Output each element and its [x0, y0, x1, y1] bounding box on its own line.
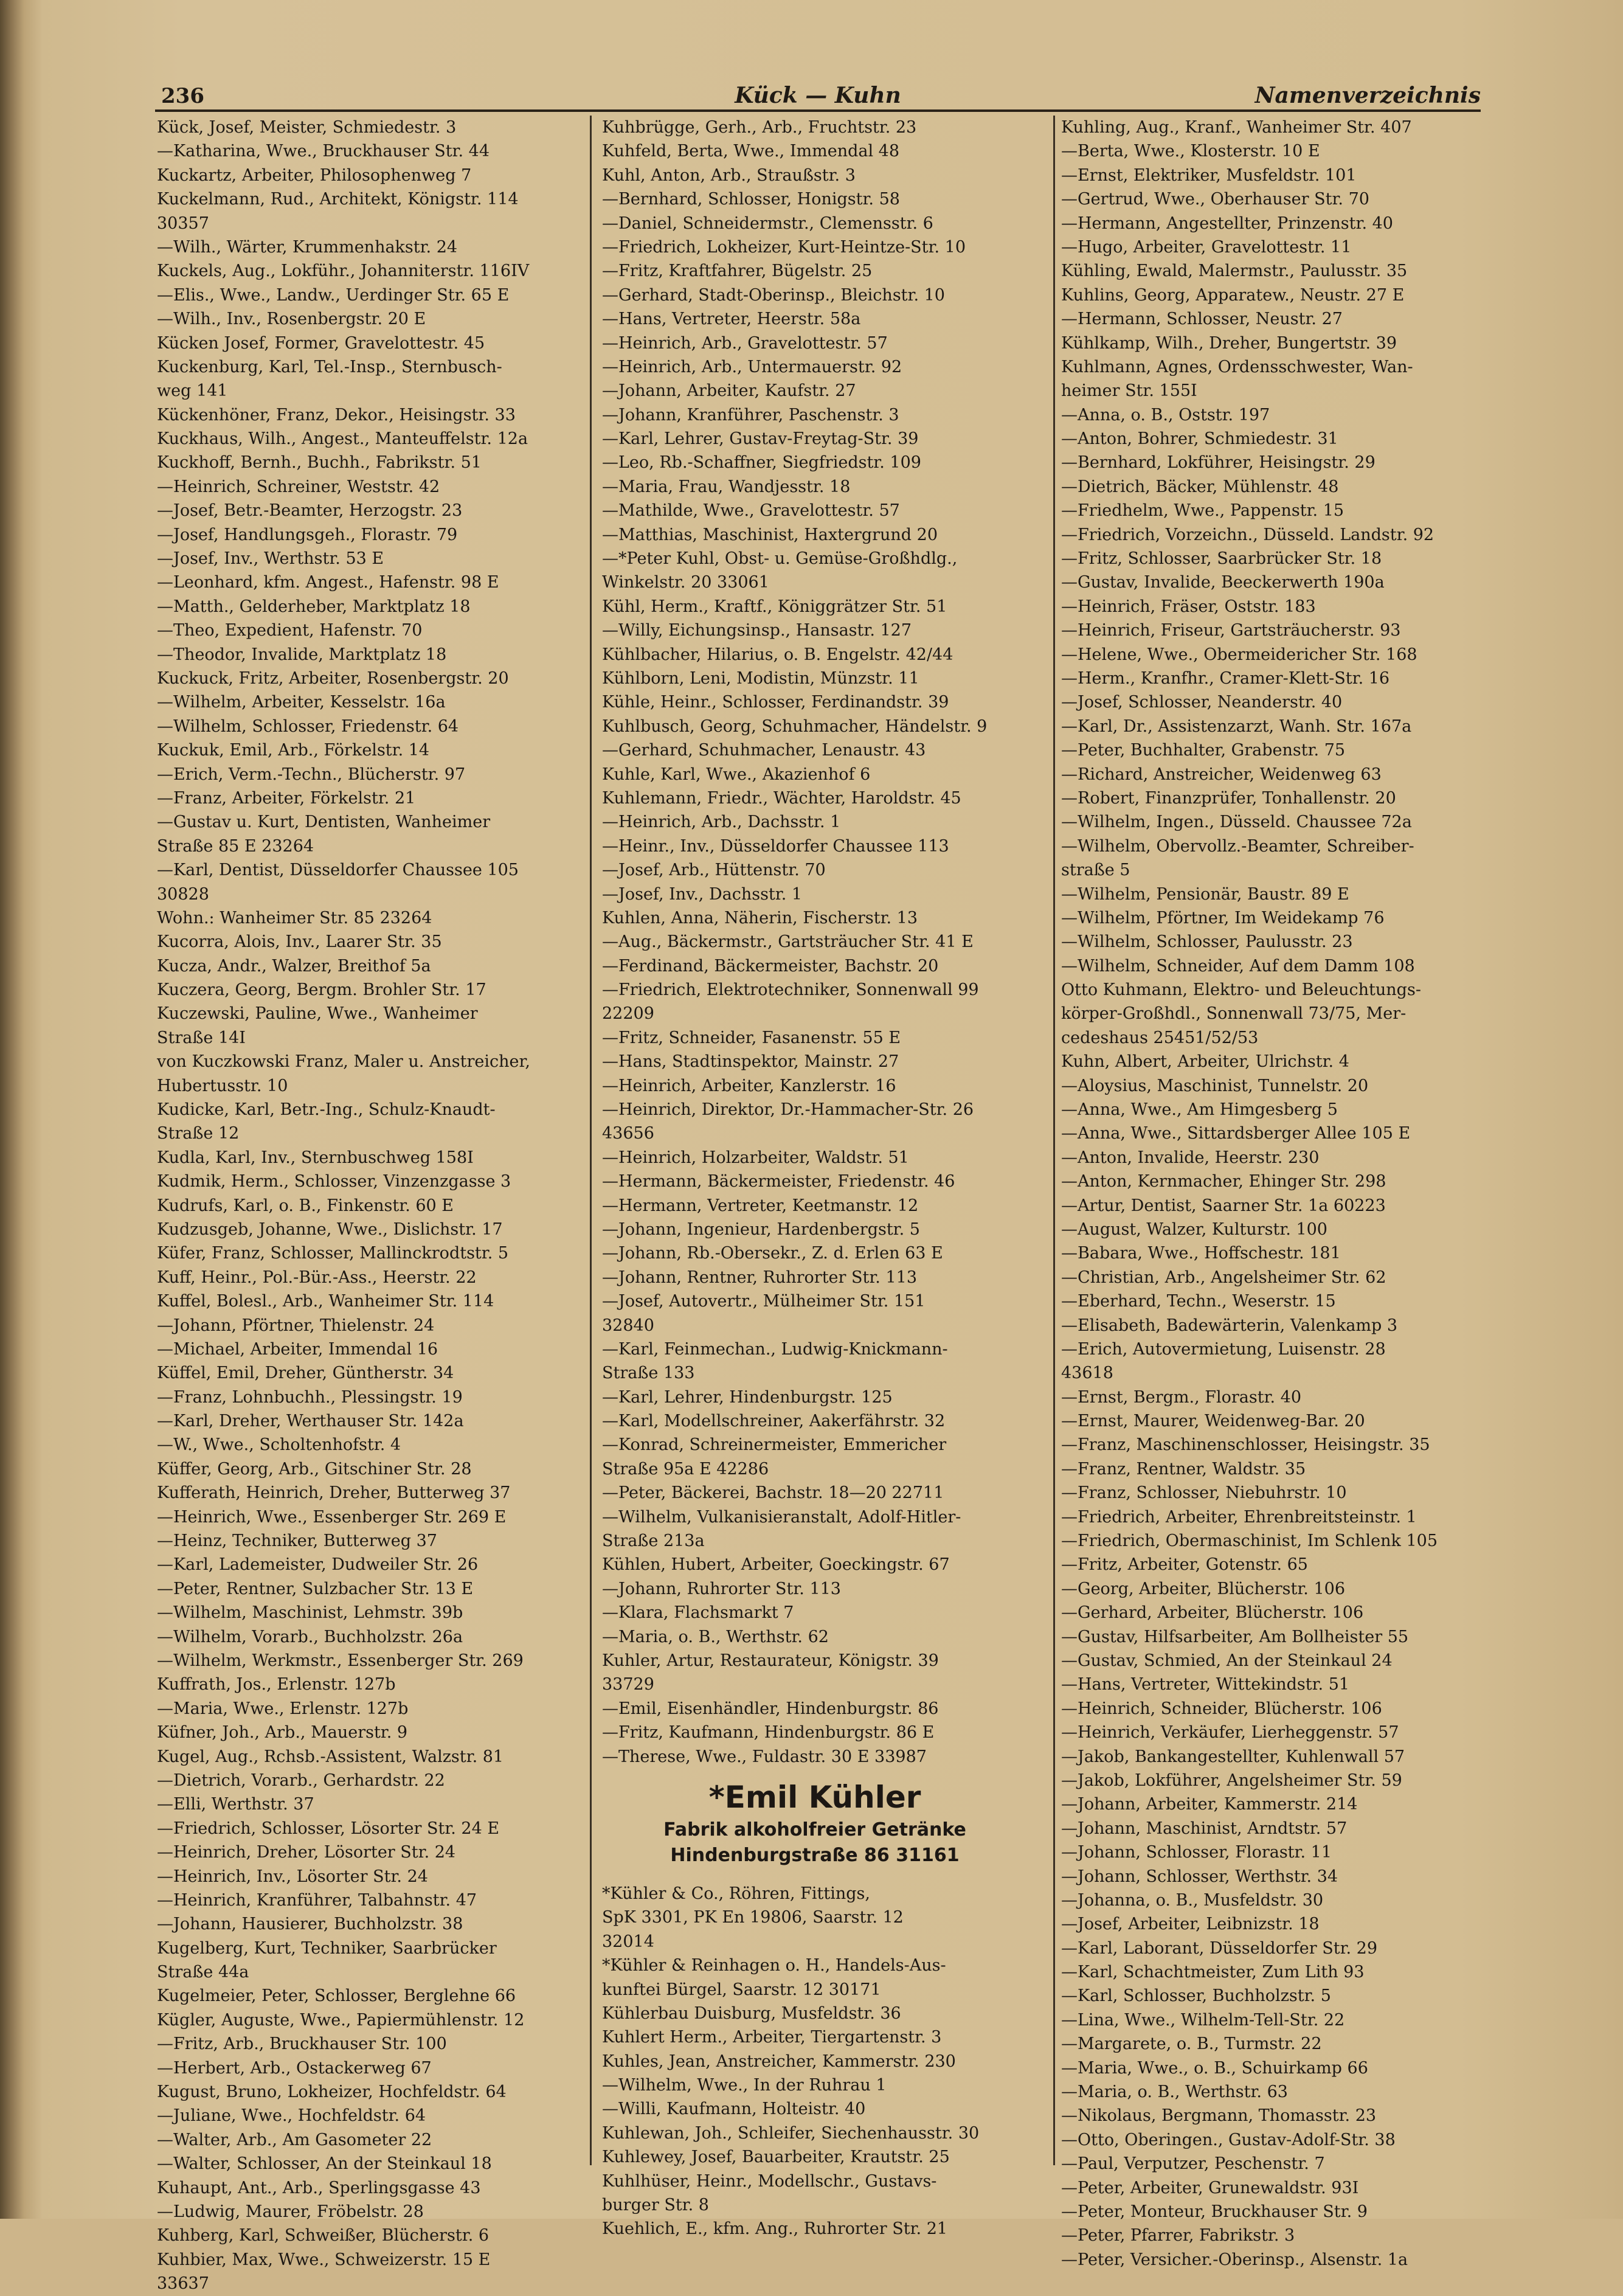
- directory-entry: —Karl, Lademeister, Dudweiler Str. 26: [157, 1555, 479, 1575]
- directory-entry: Kudrufs, Karl, o. B., Finkenstr. 60 E: [157, 1196, 454, 1215]
- directory-entry: —Wilhelm, Schlosser, Friedenstr. 64: [157, 716, 459, 736]
- directory-entry: —Johann, Rentner, Ruhrorter Str. 113: [602, 1268, 918, 1287]
- directory-entry: —Christian, Arb., Angelsheimer Str. 62: [1061, 1268, 1386, 1287]
- directory-entry: Straße 133: [602, 1364, 695, 1383]
- directory-entry: —Babara, Wwe., Hoffschestr. 181: [1061, 1244, 1341, 1263]
- directory-entry: —Lina, Wwe., Wilhelm-Tell-Str. 22: [1061, 2010, 1345, 2030]
- directory-entry: —Willi, Kaufmann, Holteistr. 40: [602, 2100, 866, 2119]
- directory-entry: Kuffrath, Jos., Erlenstr. 127b: [157, 1675, 396, 1694]
- directory-entry: —Friedhelm, Wwe., Pappenstr. 15: [1061, 501, 1344, 521]
- directory-entry: —Wilhelm, Schlosser, Paulusstr. 23: [1061, 932, 1353, 952]
- directory-entry: —Karl, Lehrer, Hindenburgstr. 125: [602, 1387, 893, 1407]
- directory-entry: —Josef, Inv., Dachsstr. 1: [602, 884, 803, 904]
- directory-entry: —Franz, Lohnbuchh., Plessingstr. 19: [157, 1387, 463, 1407]
- directory-entry: —Wilhelm, Maschinist, Lehmstr. 39b: [157, 1603, 463, 1623]
- directory-entry: —Richard, Anstreicher, Weidenweg 63: [1061, 765, 1382, 784]
- directory-entry: —Klara, Flachsmarkt 7: [602, 1603, 794, 1623]
- directory-entry: —Johann, Arbeiter, Kammerstr. 214: [1061, 1795, 1358, 1814]
- directory-entry: —Johann, Ingenieur, Hardenbergstr. 5: [602, 1219, 920, 1239]
- directory-entry: —Josef, Arbeiter, Leibnizstr. 18: [1061, 1915, 1320, 1934]
- directory-entry: —Johanna, o. B., Musfeldstr. 30: [1061, 1890, 1324, 1910]
- directory-entry: Straße 12: [157, 1124, 240, 1143]
- directory-entry: —Wilhelm, Vulkanisieranstalt, Adolf-Hitler-: [602, 1507, 961, 1527]
- directory-entry: Kudmik, Herm., Schlosser, Vinzenzgasse 3: [157, 1172, 511, 1191]
- directory-entry: —Fritz, Schneider, Fasanenstr. 55 E: [602, 1028, 901, 1047]
- directory-entry: —Franz, Arbeiter, Förkelstr. 21: [157, 788, 416, 808]
- directory-entry: heimer Str. 155I: [1061, 381, 1197, 401]
- directory-entry: —Dietrich, Vorarb., Gerhardstr. 22: [157, 1771, 445, 1790]
- directory-entry: burger Str. 8: [602, 2196, 709, 2215]
- directory-entry: Straße 213a: [602, 1531, 705, 1551]
- directory-entry: 22209: [602, 1004, 654, 1024]
- directory-entry: —Johann, Pförtner, Thielenstr. 24: [157, 1316, 435, 1335]
- directory-entry: —Gustav, Hilfsarbeiter, Am Bollheister 55: [1061, 1627, 1409, 1646]
- directory-entry: *Kühler & Co., Röhren, Fittings,: [602, 1884, 870, 1903]
- directory-entry: —Herbert, Arb., Ostackerweg 67: [157, 2058, 432, 2078]
- directory-entry: Kuckuck, Fritz, Arbeiter, Rosenbergstr. 20: [157, 668, 509, 688]
- directory-entry: —Dietrich, Bäcker, Mühlenstr. 48: [1061, 477, 1339, 496]
- directory-entry: —Maria, Frau, Wandjesstr. 18: [602, 477, 851, 496]
- directory-entry: —Juliane, Wwe., Hochfeldstr. 64: [157, 2106, 426, 2126]
- directory-entry: —Friedrich, Lokheizer, Kurt-Heintze-Str. 10: [602, 237, 966, 257]
- directory-entry: Straße 44a: [157, 1963, 249, 1982]
- directory-entry: —Johann, Kranführer, Paschenstr. 3: [602, 405, 899, 425]
- directory-entry: —Gerhard, Schuhmacher, Lenaustr. 43: [602, 741, 926, 760]
- directory-entry: —Ernst, Bergm., Florastr. 40: [1061, 1387, 1302, 1407]
- page-number: 236: [161, 84, 204, 108]
- directory-entry: Kühlerbau Duisburg, Musfeldstr. 36: [602, 2003, 901, 2023]
- directory-entry: —Johann, Schlosser, Florastr. 11: [1061, 1843, 1332, 1862]
- directory-entry: kunftei Bürgel, Saarstr. 12 30171: [602, 1980, 881, 1999]
- directory-entry: —Anton, Invalide, Heerstr. 230: [1061, 1148, 1320, 1167]
- directory-entry: Kuhlmann, Agnes, Ordensschwester, Wan-: [1061, 357, 1413, 376]
- directory-entry: Kühlkamp, Wilh., Dreher, Bungertstr. 39: [1061, 333, 1397, 353]
- directory-entry: —Karl, Lehrer, Gustav-Freytag-Str. 39: [602, 429, 919, 449]
- directory-entry: 32014: [602, 1932, 654, 1951]
- directory-entry: —Emil, Eisenhändler, Hindenburgstr. 86: [602, 1699, 939, 1718]
- directory-entry: körper-Großhdl., Sonnenwall 73/75, Mer-: [1061, 1004, 1407, 1024]
- directory-entry: Kuhlbusch, Georg, Schuhmacher, Händelstr. 9: [602, 716, 988, 736]
- directory-entry: Kuhfeld, Berta, Wwe., Immendal 48: [602, 142, 900, 161]
- directory-entry: —Hermann, Schlosser, Neustr. 27: [1061, 310, 1343, 329]
- directory-entry: —Fritz, Schlosser, Saarbrücker Str. 18: [1061, 549, 1382, 569]
- directory-entry: Otto Kuhmann, Elektro- und Beleuchtungs-: [1061, 980, 1421, 1000]
- directory-entry: Kügler, Auguste, Wwe., Papiermühlenstr. 12: [157, 2010, 525, 2030]
- directory-entry: —Hans, Vertreter, Wittekindstr. 51: [1061, 1675, 1350, 1694]
- directory-entry: —Heinrich, Friseur, Gartsträucherstr. 93: [1061, 621, 1401, 640]
- directory-entry: —Fritz, Arbeiter, Gotenstr. 65: [1061, 1555, 1308, 1575]
- directory-entry: —Heinrich, Holzarbeiter, Waldstr. 51: [602, 1148, 909, 1167]
- directory-entry: Kuckhaus, Wilh., Angest., Manteuffelstr. 12a: [157, 429, 528, 449]
- directory-entry: Kuckuk, Emil, Arb., Förkelstr. 14: [157, 741, 430, 760]
- directory-entry: Kuhle, Karl, Wwe., Akazienhof 6: [602, 765, 871, 784]
- directory-column-2: [602, 116, 1028, 2239]
- directory-entry: —Johann, Ruhrorter Str. 113: [602, 1579, 841, 1598]
- directory-entry: —Heinrich, Arb., Untermauerstr. 92: [602, 357, 902, 376]
- directory-entry: —Johann, Schlosser, Werthstr. 34: [1061, 1867, 1338, 1886]
- directory-entry: —Fritz, Kraftfahrer, Bügelstr. 25: [602, 262, 873, 281]
- directory-entry: —Ernst, Maurer, Weidenweg-Bar. 20: [1061, 1412, 1365, 1431]
- directory-entry: —Friedrich, Obermaschinist, Im Schlenk 105: [1061, 1531, 1438, 1551]
- directory-entry: Kuhlen, Anna, Näherin, Fischerstr. 13: [602, 908, 918, 928]
- directory-entry: Kucorra, Alois, Inv., Laarer Str. 35: [157, 932, 442, 952]
- directory-entry: —Peter, Versicher.-Oberinsp., Alsenstr. 1a: [1061, 2250, 1408, 2269]
- directory-entry: Kuhlert Herm., Arbeiter, Tiergartenstr. 3: [602, 2028, 942, 2047]
- directory-entry: Winkelstr. 20 33061: [602, 573, 769, 592]
- directory-entry: —Artur, Dentist, Saarner Str. 1a 60223: [1061, 1196, 1386, 1215]
- directory-entry: —Wilhelm, Pförtner, Im Weidekamp 76: [1061, 908, 1385, 928]
- directory-entry: —Wilh., Inv., Rosenbergstr. 20 E: [157, 310, 426, 329]
- directory-entry: von Kuczkowski Franz, Maler u. Anstreicher,: [157, 1052, 530, 1072]
- directory-entry: —Heinrich, Kranführer, Talbahnstr. 47: [157, 1890, 477, 1910]
- directory-entry: —Maria, o. B., Werthstr. 62: [602, 1627, 829, 1646]
- directory-entry: cedeshaus 25451/52/53: [1061, 1028, 1259, 1047]
- directory-entry: —Wilhelm, Schneider, Auf dem Damm 108: [1061, 956, 1415, 976]
- directory-entry: —Franz, Rentner, Waldstr. 35: [1061, 1459, 1306, 1479]
- directory-entry: Kudicke, Karl, Betr.-Ing., Schulz-Knaudt-: [157, 1100, 496, 1120]
- directory-entry: —Berta, Wwe., Klosterstr. 10 E: [1061, 142, 1320, 161]
- directory-entry: —Hermann, Angestellter, Prinzenstr. 40: [1061, 213, 1393, 233]
- directory-entry: —Erich, Verm.-Techn., Blücherstr. 97: [157, 765, 466, 784]
- directory-entry: Kuhbier, Max, Wwe., Schweizerstr. 15 E: [157, 2250, 491, 2269]
- directory-entry: Kuckenburg, Karl, Tel.-Insp., Sternbusch-: [157, 357, 502, 376]
- directory-entry: Kugelberg, Kurt, Techniker, Saarbrücker: [157, 1938, 497, 1958]
- directory-entry: —Daniel, Schneidermstr., Clemensstr. 6: [602, 213, 933, 233]
- directory-entry: Kuhlemann, Friedr., Wächter, Haroldstr. 45: [602, 788, 961, 808]
- directory-entry: —Erich, Autovermietung, Luisenstr. 28: [1061, 1339, 1386, 1359]
- directory-entry: Wohn.: Wanheimer Str. 85 23264: [157, 908, 432, 928]
- directory-entry: Kufferath, Heinrich, Dreher, Butterweg 37: [157, 1483, 511, 1503]
- directory-entry: Kuffel, Bolesl., Arb., Wanheimer Str. 114: [157, 1292, 494, 1311]
- directory-entry: Kugust, Bruno, Lokheizer, Hochfeldstr. 64: [157, 2083, 507, 2102]
- ad-line-1: Fabrik alkoholfreier Getränke: [663, 1819, 966, 1840]
- directory-entry: Kuhbrügge, Gerh., Arb., Fruchtstr. 23: [602, 118, 917, 137]
- advertisement-emil-kuehler: [602, 1777, 1028, 1868]
- directory-entry: Kuhberg, Karl, Schweißer, Blücherstr. 6: [157, 2226, 490, 2246]
- directory-entry: —Anna, Wwe., Am Himgesberg 5: [1061, 1100, 1338, 1120]
- directory-entry: —Anton, Kernmacher, Ehinger Str. 298: [1061, 1172, 1386, 1191]
- directory-entry: Kühlen, Hubert, Arbeiter, Goeckingstr. 67: [602, 1555, 950, 1575]
- directory-entry: —Walter, Arb., Am Gasometer 22: [157, 2130, 432, 2149]
- directory-entry: Kuhlewan, Joh., Schleifer, Siechenhausstr. 30: [602, 2123, 980, 2143]
- directory-entry: Kühle, Heinr., Schlosser, Ferdinandstr. 39: [602, 693, 949, 712]
- directory-entry: —Gertrud, Wwe., Oberhauser Str. 70: [1061, 190, 1369, 209]
- directory-entry: Küfer, Franz, Schlosser, Mallinckrodtstr. 5: [157, 1244, 509, 1263]
- directory-entry: —Gerhard, Arbeiter, Blücherstr. 106: [1061, 1603, 1364, 1623]
- directory-entry: —Heinrich, Fräser, Oststr. 183: [1061, 597, 1316, 616]
- directory-entry: —Helene, Wwe., Obermeidericher Str. 168: [1061, 645, 1417, 664]
- directory-entry: —Therese, Wwe., Fuldastr. 30 E 33987: [602, 1747, 927, 1766]
- directory-entry: —Elisabeth, Badewärterin, Valenkamp 3: [1061, 1316, 1398, 1335]
- directory-entry: —Hermann, Vertreter, Keetmanstr. 12: [602, 1196, 919, 1215]
- directory-entry: —Elis., Wwe., Landw., Uerdinger Str. 65 E: [157, 285, 510, 305]
- directory-entry: —Karl, Feinmechan., Ludwig-Knickmann-: [602, 1339, 948, 1359]
- directory-entry: —Wilhelm, Wwe., In der Ruhrau 1: [602, 2076, 887, 2095]
- directory-entry: SpK 3301, PK En 19806, Saarstr. 12: [602, 1908, 904, 1927]
- directory-entry: —Maria, Wwe., Erlenstr. 127b: [157, 1699, 409, 1718]
- directory-entry: —Wilhelm, Ingen., Düsseld. Chaussee 72a: [1061, 813, 1412, 832]
- directory-entry: —Heinrich, Dreher, Lösorter Str. 24: [157, 1843, 456, 1862]
- directory-entry: —Karl, Modellschreiner, Aakerfährstr. 32: [602, 1412, 946, 1431]
- directory-entry: Kück, Josef, Meister, Schmiedestr. 3: [157, 118, 457, 137]
- directory-entry: —Gustav, Invalide, Beeckerwerth 190a: [1061, 573, 1385, 592]
- directory-entry: —Karl, Laborant, Düsseldorfer Str. 29: [1061, 1938, 1378, 1958]
- directory-entry: —Michael, Arbeiter, Immendal 16: [157, 1339, 438, 1359]
- directory-entry: —Karl, Dreher, Werthauser Str. 142a: [157, 1412, 464, 1431]
- directory-entry: —Peter, Arbeiter, Grunewaldstr. 93I: [1061, 2178, 1359, 2197]
- directory-entry: —Peter, Buchhalter, Grabenstr. 75: [1061, 741, 1346, 760]
- directory-entry: —Wilhelm, Vorarb., Buchholzstr. 26a: [157, 1627, 463, 1646]
- directory-entry: 30828: [157, 884, 209, 904]
- directory-entry: *Kühler & Reinhagen o. H., Handels-Aus-: [602, 1956, 946, 1975]
- directory-entry: Kuhaupt, Ant., Arb., Sperlingsgasse 43: [157, 2178, 481, 2197]
- directory-entry: —Josef, Autovertr., Mülheimer Str. 151: [602, 1292, 926, 1311]
- directory-entry: —Eberhard, Techn., Weserstr. 15: [1061, 1292, 1336, 1311]
- column-divider: [590, 116, 592, 2165]
- directory-entry: —Heinrich, Arb., Gravelottestr. 57: [602, 333, 888, 353]
- directory-entry: —Heinrich, Schreiner, Weststr. 42: [157, 477, 440, 496]
- directory-entry: Kucza, Andr., Walzer, Breithof 5a: [157, 956, 431, 976]
- directory-entry: —Heinrich, Inv., Lösorter Str. 24: [157, 1867, 428, 1886]
- directory-entry: —Walter, Schlosser, An der Steinkaul 18: [157, 2154, 492, 2174]
- directory-entry: —Paul, Verputzer, Peschenstr. 7: [1061, 2154, 1325, 2174]
- directory-entry: —Fritz, Arb., Bruckhauser Str. 100: [157, 2034, 447, 2054]
- ad-line-2: Hindenburgstraße 86 31161: [670, 1844, 960, 1866]
- directory-entry: Kühl, Herm., Kraftf., Königgrätzer Str. 51: [602, 597, 947, 616]
- directory-entry: —Wilhelm, Obervollz.-Beamter, Schreiber-: [1061, 836, 1414, 856]
- directory-entry: —Nikolaus, Bergmann, Thomasstr. 23: [1061, 2106, 1377, 2126]
- directory-entry: —Heinrich, Direktor, Dr.-Hammacher-Str. 26: [602, 1100, 974, 1120]
- directory-entry: —Matthias, Maschinist, Haxtergrund 20: [602, 525, 938, 544]
- directory-entry: —Hans, Stadtinspektor, Mainstr. 27: [602, 1052, 899, 1072]
- directory-entry: Kuhler, Artur, Restaurateur, Königstr. 39: [602, 1651, 939, 1670]
- directory-entry: 32840: [602, 1316, 654, 1335]
- directory-entry: Küfner, Joh., Arb., Mauerstr. 9: [157, 1723, 408, 1743]
- directory-entry: Kuehlich, E., kfm. Ang., Ruhrorter Str. 21: [602, 2219, 948, 2239]
- directory-entry: —Anna, Wwe., Sittardsberger Allee 105 E: [1061, 1124, 1411, 1143]
- directory-entry: —Hans, Vertreter, Heerstr. 58a: [602, 310, 861, 329]
- directory-entry: Kühlbacher, Hilarius, o. B. Engelstr. 42/44: [602, 645, 953, 664]
- directory-entry: —Peter, Pfarrer, Fabrikstr. 3: [1061, 2226, 1295, 2246]
- directory-entry: —Josef, Betr.-Beamter, Herzogstr. 23: [157, 501, 463, 521]
- directory-entry: —Johann, Hausierer, Buchholzstr. 38: [157, 1915, 463, 1934]
- directory-entry: —Anna, o. B., Oststr. 197: [1061, 405, 1270, 425]
- directory-entry: —Katharina, Wwe., Bruckhauser Str. 44: [157, 142, 490, 161]
- directory-entry: —Aloysius, Maschinist, Tunnelstr. 20: [1061, 1076, 1369, 1095]
- directory-entry: —Hermann, Bäckermeister, Friedenstr. 46: [602, 1172, 955, 1191]
- directory-entry: Straße 85 E 23264: [157, 836, 314, 856]
- directory-entry: Küffel, Emil, Dreher, Güntherstr. 34: [157, 1364, 454, 1383]
- page-header: [155, 80, 1481, 112]
- directory-entry: Kudzusgeb, Johanne, Wwe., Dislichstr. 17: [157, 1219, 503, 1239]
- directory-entry: —Franz, Maschinenschlosser, Heisingstr. 35: [1061, 1435, 1430, 1455]
- directory-entry: —Friedrich, Vorzeichn., Düsseld. Landstr. 92: [1061, 525, 1434, 544]
- directory-entry: —Willy, Eichungsinsp., Hansastr. 127: [602, 621, 912, 640]
- directory-entry: —Gustav u. Kurt, Dentisten, Wanheimer: [157, 813, 491, 832]
- directory-entry: Straße 14I: [157, 1028, 246, 1047]
- directory-entry: —Friedrich, Arbeiter, Ehrenbreitsteinstr. 1: [1061, 1507, 1417, 1527]
- directory-column-1: [157, 116, 583, 2294]
- directory-entry: Küffer, Georg, Arb., Gitschiner Str. 28: [157, 1459, 472, 1479]
- directory-entry: —Bernhard, Lokführer, Heisingstr. 29: [1061, 453, 1376, 473]
- directory-entry: —Josef, Inv., Werthstr. 53 E: [157, 549, 384, 569]
- directory-entry: —Ferdinand, Bäckermeister, Bachstr. 20: [602, 956, 939, 976]
- directory-entry: straße 5: [1061, 861, 1130, 880]
- directory-entry: —Johann, Rb.-Obersekr., Z. d. Erlen 63 E: [602, 1244, 943, 1263]
- directory-entry: Kuhn, Albert, Arbeiter, Ulrichstr. 4: [1061, 1052, 1349, 1072]
- directory-entry: Kuhles, Jean, Anstreicher, Kammerstr. 230: [602, 2051, 956, 2071]
- page-title: Kück — Kuhn: [735, 83, 901, 108]
- directory-entry: —Aug., Bäckermstr., Gartsträucher Str. 41 E: [602, 932, 974, 952]
- directory-entry: —Otto, Oberingen., Gustav-Adolf-Str. 38: [1061, 2130, 1396, 2149]
- directory-entry: —Theodor, Invalide, Marktplatz 18: [157, 645, 447, 664]
- directory-entry: 43618: [1061, 1364, 1113, 1383]
- directory-entry: —August, Walzer, Kulturstr. 100: [1061, 1219, 1327, 1239]
- directory-entry: 33637: [157, 2274, 209, 2294]
- directory-entry: —Johann, Maschinist, Arndtstr. 57: [1061, 1819, 1348, 1838]
- directory-entry: —Karl, Schlosser, Buchholzstr. 5: [1061, 1986, 1331, 2006]
- section-title: Namenverzeichnis: [1254, 83, 1481, 108]
- directory-entry: Kuczewski, Pauline, Wwe., Wanheimer: [157, 1004, 478, 1024]
- directory-entry: —Ludwig, Maurer, Fröbelstr. 28: [157, 2202, 424, 2221]
- directory-entry: —Wilhelm, Pensionär, Baustr. 89 E: [1061, 884, 1349, 904]
- directory-entry: —Matth., Gelderheber, Marktplatz 18: [157, 597, 471, 616]
- directory-entry: —Konrad, Schreinermeister, Emmericher: [602, 1435, 947, 1455]
- directory-entry: —Karl, Schachtmeister, Zum Lith 93: [1061, 1963, 1365, 1982]
- directory-entry: —Friedrich, Elektrotechniker, Sonnenwall 99: [602, 980, 979, 1000]
- directory-entry: —Maria, Wwe., o. B., Schuirkamp 66: [1061, 2058, 1368, 2078]
- directory-entry: Kuckelmann, Rud., Architekt, Königstr. 114: [157, 190, 519, 209]
- directory-entry: —Gerhard, Stadt-Oberinsp., Bleichstr. 10: [602, 285, 945, 305]
- directory-entry: Straße 95a E 42286: [602, 1459, 769, 1479]
- directory-entry: —Mathilde, Wwe., Gravelottestr. 57: [602, 501, 900, 521]
- directory-entry: 30357: [157, 213, 209, 233]
- directory-entry: —Heinrich, Arb., Dachsstr. 1: [602, 813, 841, 832]
- directory-entry: —Jakob, Bankangestellter, Kuhlenwall 57: [1061, 1747, 1405, 1766]
- directory-entry: —Margarete, o. B., Turmstr. 22: [1061, 2034, 1322, 2054]
- directory-entry: —Peter, Monteur, Bruckhauser Str. 9: [1061, 2202, 1368, 2221]
- directory-entry: —*Peter Kuhl, Obst- u. Gemüse-Großhdlg.,: [602, 549, 958, 569]
- directory-entry: —Peter, Bäckerei, Bachstr. 18—20 22711: [602, 1483, 944, 1503]
- directory-entry: Kückenhöner, Franz, Dekor., Heisingstr. 33: [157, 405, 516, 425]
- directory-entry: Kücken Josef, Former, Gravelottestr. 45: [157, 333, 485, 353]
- directory-entry: Kugelmeier, Peter, Schlosser, Berglehne 66: [157, 1986, 516, 2006]
- directory-entry: —Maria, o. B., Werthstr. 63: [1061, 2083, 1288, 2102]
- directory-entry: Kuhlins, Georg, Apparatew., Neustr. 27 E: [1061, 285, 1405, 305]
- directory-entry: Hubertusstr. 10: [157, 1076, 288, 1095]
- directory-entry: Kuhlewey, Josef, Bauarbeiter, Krautstr. 25: [602, 2148, 950, 2167]
- directory-entry: Kugel, Aug., Rchsb.-Assistent, Walzstr. 81: [157, 1747, 504, 1766]
- directory-entry: —Karl, Dentist, Düsseldorfer Chaussee 105: [157, 861, 519, 880]
- directory-entry: Kuckartz, Arbeiter, Philosophenweg 7: [157, 165, 472, 185]
- directory-column-3: [1061, 116, 1487, 2269]
- directory-entry: —Ernst, Elektriker, Musfeldstr. 101: [1061, 165, 1357, 185]
- directory-entry: —Leo, Rb.-Schaffner, Siegfriedstr. 109: [602, 453, 921, 473]
- directory-entry: Kühlborn, Leni, Modistin, Münzstr. 11: [602, 668, 919, 688]
- directory-entry: —Leonhard, kfm. Angest., Hafenstr. 98 E: [157, 573, 499, 592]
- directory-entry: —Johann, Arbeiter, Kaufstr. 27: [602, 381, 856, 401]
- directory-entry: —Bernhard, Schlosser, Honigstr. 58: [602, 190, 900, 209]
- directory-entry: —Heinrich, Schneider, Blücherstr. 106: [1061, 1699, 1382, 1718]
- directory-entry: —Wilh., Wärter, Krummenhakstr. 24: [157, 237, 458, 257]
- directory-entry: —Fritz, Kaufmann, Hindenburgstr. 86 E: [602, 1723, 935, 1743]
- directory-entry: —Heinrich, Arbeiter, Kanzlerstr. 16: [602, 1076, 896, 1095]
- directory-entry: —Josef, Schlosser, Neanderstr. 40: [1061, 693, 1343, 712]
- directory-entry: —Herm., Kranfhr., Cramer-Klett-Str. 16: [1061, 668, 1390, 688]
- directory-entry: —Heinz, Techniker, Butterweg 37: [157, 1531, 437, 1551]
- directory-entry: —Josef, Handlungsgeh., Florastr. 79: [157, 525, 458, 544]
- directory-entry: —W., Wwe., Scholtenhofstr. 4: [157, 1435, 401, 1455]
- directory-entry: —Wilhelm, Arbeiter, Kesselstr. 16a: [157, 693, 446, 712]
- ad-company-name: *Emil Kühler: [708, 1779, 921, 1815]
- directory-entry: —Jakob, Lokführer, Angelsheimer Str. 59: [1061, 1771, 1402, 1790]
- directory-entry: Kuhlhüser, Heinr., Modellschr., Gustavs-: [602, 2171, 937, 2191]
- directory-entry: —Friedrich, Schlosser, Lösorter Str. 24 E: [157, 1819, 500, 1838]
- directory-entry: Kudla, Karl, Inv., Sternbuschweg 158I: [157, 1148, 474, 1167]
- directory-entry: weg 141: [157, 381, 228, 401]
- directory-entry: —Theo, Expedient, Hafenstr. 70: [157, 621, 423, 640]
- directory-entry: —Robert, Finanzprüfer, Tonhallenstr. 20: [1061, 788, 1396, 808]
- directory-entry: —Josef, Arb., Hüttenstr. 70: [602, 861, 826, 880]
- directory-entry: Kuckels, Aug., Lokführ., Johanniterstr. 116IV: [157, 262, 530, 281]
- directory-entry: Kuczera, Georg, Bergm. Brohler Str. 17: [157, 980, 486, 1000]
- directory-entry: Kuff, Heinr., Pol.-Bür.-Ass., Heerstr. 22: [157, 1268, 477, 1287]
- directory-entry: —Elli, Werthstr. 37: [157, 1795, 314, 1814]
- directory-entry: Kuckhoff, Bernh., Buchh., Fabrikstr. 51: [157, 453, 482, 473]
- directory-entry: —Heinr., Inv., Düsseldorfer Chaussee 113: [602, 836, 949, 856]
- column-divider: [1053, 116, 1055, 2165]
- directory-entry: 43656: [602, 1124, 654, 1143]
- directory-entry: —Peter, Rentner, Sulzbacher Str. 13 E: [157, 1579, 474, 1598]
- directory-entry: —Wilhelm, Werkmstr., Essenberger Str. 269: [157, 1651, 524, 1670]
- directory-entry: Kuhling, Aug., Kranf., Wanheimer Str. 407: [1061, 118, 1412, 137]
- directory-entry: —Heinrich, Verkäufer, Lierheggenstr. 57: [1061, 1723, 1399, 1743]
- directory-entry: —Karl, Dr., Assistenzarzt, Wanh. Str. 167a: [1061, 716, 1412, 736]
- directory-entry: Kühling, Ewald, Malermstr., Paulusstr. 35: [1061, 262, 1408, 281]
- directory-entry: —Franz, Schlosser, Niebuhrstr. 10: [1061, 1483, 1347, 1503]
- directory-entry: —Georg, Arbeiter, Blücherstr. 106: [1061, 1579, 1346, 1598]
- directory-entry: —Anton, Bohrer, Schmiedestr. 31: [1061, 429, 1338, 449]
- directory-entry: —Gustav, Schmied, An der Steinkaul 24: [1061, 1651, 1393, 1670]
- directory-entry: —Hugo, Arbeiter, Gravelottestr. 11: [1061, 237, 1352, 257]
- directory-entry: Kuhl, Anton, Arb., Straußstr. 3: [602, 165, 856, 185]
- directory-entry: 33729: [602, 1675, 654, 1694]
- directory-entry: —Heinrich, Wwe., Essenberger Str. 269 E: [157, 1507, 507, 1527]
